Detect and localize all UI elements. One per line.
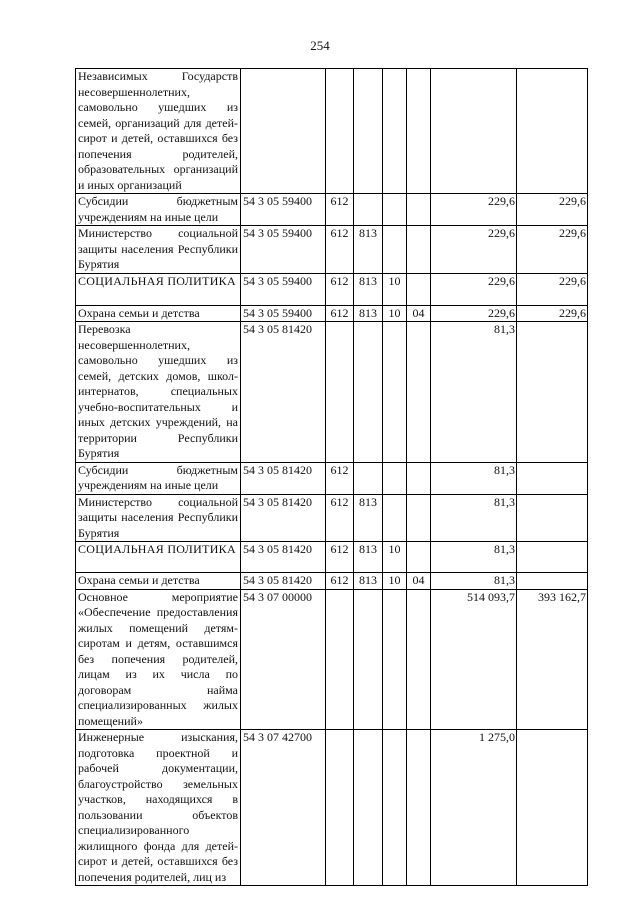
row-sum1: 229,6 bbox=[431, 194, 517, 226]
row-gr bbox=[354, 194, 383, 226]
row-gr bbox=[354, 730, 383, 886]
row-sum2: 229,6 bbox=[517, 194, 588, 226]
table-row bbox=[76, 305, 588, 322]
row-code bbox=[241, 69, 326, 194]
row-pr bbox=[407, 730, 431, 886]
row-sum1: 81,3 bbox=[431, 462, 517, 494]
row-pr bbox=[407, 322, 431, 463]
row-sum1 bbox=[431, 69, 517, 194]
row-sum2: 229,6 bbox=[517, 226, 588, 274]
row-sum2 bbox=[517, 542, 588, 573]
row-gr bbox=[354, 462, 383, 494]
row-sum1: 229,6 bbox=[431, 226, 517, 274]
row-vr: 612 bbox=[326, 494, 354, 542]
row-rz bbox=[383, 69, 407, 194]
row-code: 54 3 07 42700 bbox=[241, 730, 326, 886]
row-sum1: 1 275,0 bbox=[431, 730, 517, 886]
row-code: 54 3 05 81420 bbox=[241, 494, 326, 542]
row-rz bbox=[383, 194, 407, 226]
row-code: 54 3 05 81420 bbox=[241, 322, 326, 463]
row-sum2 bbox=[517, 730, 588, 886]
row-gr bbox=[354, 589, 383, 730]
row-name: Субсидии бюджетным учреждениям на иные цели bbox=[76, 194, 241, 226]
row-pr: 04 bbox=[407, 305, 431, 322]
row-pr bbox=[407, 69, 431, 194]
row-pr bbox=[407, 273, 431, 305]
row-name: Субсидии бюджетным учреждениям на иные цели bbox=[76, 462, 241, 494]
table-row bbox=[76, 730, 588, 886]
row-name: Министерство социальной защиты населения Республики Бурятия bbox=[76, 226, 241, 274]
row-sum1: 81,3 bbox=[431, 573, 517, 590]
table-row bbox=[76, 462, 588, 494]
row-vr bbox=[326, 730, 354, 886]
row-code: 54 3 05 59400 bbox=[241, 305, 326, 322]
row-rz: 10 bbox=[383, 273, 407, 305]
row-name: Инженерные изыскания, подготовка проектной и рабочей документации, благоустройство земельных участков, находящихся в пользовании объектов специализированного жилищного фонда для детей-сирот и детей, оставшихся без попечения родителей, лиц из bbox=[76, 730, 241, 886]
row-sum1: 81,3 bbox=[431, 322, 517, 463]
row-name: Независимых Государств несовершеннолетних, самовольно ушедших из семей, организаций для детей-сирот и детей, оставшихся без попечения родителей, образовательных организаций и иных организаций bbox=[76, 69, 241, 194]
row-pr bbox=[407, 542, 431, 573]
row-name: Перевозка несовершеннолетних, самовольно ушедших из семей, детских домов, школ-интернатов, специальных учебно-воспитательных и иных детских учреждений, на территории Республики Бурятия bbox=[76, 322, 241, 463]
row-pr: 04 bbox=[407, 573, 431, 590]
row-code: 54 3 07 00000 bbox=[241, 589, 326, 730]
row-name: Охрана семьи и детства bbox=[76, 573, 241, 590]
row-sum2: 229,6 bbox=[517, 305, 588, 322]
row-rz: 10 bbox=[383, 542, 407, 573]
row-vr: 612 bbox=[326, 462, 354, 494]
row-vr: 612 bbox=[326, 542, 354, 573]
row-vr: 612 bbox=[326, 273, 354, 305]
row-rz bbox=[383, 494, 407, 542]
row-name: Министерство социальной защиты населения Республики Бурятия bbox=[76, 494, 241, 542]
row-rz: 10 bbox=[383, 305, 407, 322]
row-gr bbox=[354, 322, 383, 463]
row-rz bbox=[383, 589, 407, 730]
row-code: 54 3 05 81420 bbox=[241, 462, 326, 494]
row-sum1: 81,3 bbox=[431, 494, 517, 542]
row-gr: 813 bbox=[354, 226, 383, 274]
table-row bbox=[76, 542, 588, 573]
row-pr bbox=[407, 462, 431, 494]
row-name: Охрана семьи и детства bbox=[76, 305, 241, 322]
row-rz: 10 bbox=[383, 573, 407, 590]
row-vr bbox=[326, 589, 354, 730]
row-pr bbox=[407, 494, 431, 542]
row-rz bbox=[383, 322, 407, 463]
row-sum2 bbox=[517, 69, 588, 194]
row-sum2: 393 162,7 bbox=[517, 589, 588, 730]
row-gr: 813 bbox=[354, 573, 383, 590]
row-vr: 612 bbox=[326, 573, 354, 590]
page-number: 254 bbox=[310, 38, 330, 53]
row-rz bbox=[383, 462, 407, 494]
row-pr bbox=[407, 589, 431, 730]
row-sum2 bbox=[517, 322, 588, 463]
table-row bbox=[76, 573, 588, 590]
table-row bbox=[76, 194, 588, 226]
row-gr bbox=[354, 69, 383, 194]
row-gr: 813 bbox=[354, 273, 383, 305]
row-rz bbox=[383, 226, 407, 274]
row-sum1: 229,6 bbox=[431, 273, 517, 305]
row-vr bbox=[326, 69, 354, 194]
table-row bbox=[76, 589, 588, 730]
row-sum1: 514 093,7 bbox=[431, 589, 517, 730]
table-row bbox=[76, 69, 588, 194]
row-pr bbox=[407, 194, 431, 226]
budget-table bbox=[75, 68, 588, 886]
table-row bbox=[76, 226, 588, 274]
table-row bbox=[76, 322, 588, 463]
row-code: 54 3 05 81420 bbox=[241, 573, 326, 590]
row-vr: 612 bbox=[326, 226, 354, 274]
row-name: СОЦИАЛЬНАЯ ПОЛИТИКА bbox=[76, 542, 241, 573]
row-gr: 813 bbox=[354, 305, 383, 322]
row-sum2 bbox=[517, 462, 588, 494]
table-row bbox=[76, 273, 588, 305]
row-rz bbox=[383, 730, 407, 886]
row-name: СОЦИАЛЬНАЯ ПОЛИТИКА bbox=[76, 273, 241, 305]
row-sum2: 229,6 bbox=[517, 273, 588, 305]
row-sum2 bbox=[517, 494, 588, 542]
row-pr bbox=[407, 226, 431, 274]
row-vr: 612 bbox=[326, 194, 354, 226]
row-sum1: 229,6 bbox=[431, 305, 517, 322]
table-row bbox=[76, 494, 588, 542]
row-code: 54 3 05 59400 bbox=[241, 194, 326, 226]
row-code: 54 3 05 81420 bbox=[241, 542, 326, 573]
row-sum2 bbox=[517, 573, 588, 590]
row-vr bbox=[326, 322, 354, 463]
row-gr: 813 bbox=[354, 542, 383, 573]
row-code: 54 3 05 59400 bbox=[241, 226, 326, 274]
row-vr: 612 bbox=[326, 305, 354, 322]
row-name: Основное мероприятие «Обеспечение предоставления жилых помещений детям-сиротам и детям, оставшимся без попечения родителей, лицам из их числа по договорам найма специализированных жилых помещений» bbox=[76, 589, 241, 730]
row-code: 54 3 05 59400 bbox=[241, 273, 326, 305]
row-sum1: 81,3 bbox=[431, 542, 517, 573]
row-gr: 813 bbox=[354, 494, 383, 542]
